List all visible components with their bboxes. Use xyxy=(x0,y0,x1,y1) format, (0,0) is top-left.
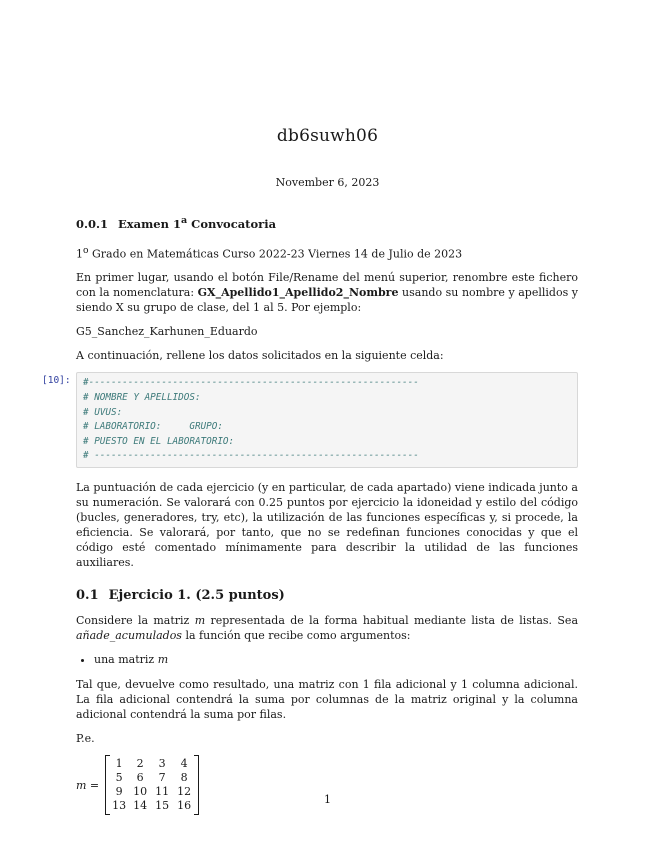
bullet-text: una matriz xyxy=(94,653,158,667)
subtitle-post: Grado en Matemáticas Curso 2022-23 Viernes 14 de Julio de 2023 xyxy=(88,247,463,261)
rename-example: G5_Sanchez_Karhunen_Eduardo xyxy=(76,325,258,339)
matrix-cell: 11 xyxy=(155,785,170,799)
document-title: db6suwh06 xyxy=(276,126,379,146)
list-item xyxy=(94,652,578,667)
intro-b: representada de la forma habitual mediante lista de listas. Sea xyxy=(205,614,579,628)
fill-in-instructions: A continuación, rellene los datos solicitados en la siguiente celda: xyxy=(76,349,444,363)
subtitle-pre: 1 xyxy=(76,247,83,261)
intro-c: la función que recibe como argumentos: xyxy=(181,629,411,643)
matrix-cell: 8 xyxy=(180,771,188,785)
result-paragraph: Tal que, devuelve como resultado, una matriz con 1 fila adicional y 1 columna adicional. La fila adicional contendrá la suma por columnas de la matriz original y la columna adicional contendrá la suma por filas. xyxy=(76,678,578,722)
intro-a: Considere la matriz xyxy=(76,614,195,628)
matrix-cell: 13 xyxy=(112,799,127,813)
argument-list xyxy=(76,652,578,667)
matrix-cell: 7 xyxy=(158,771,166,785)
section-title-post: Convocatoria xyxy=(187,216,277,231)
matrix xyxy=(105,755,199,815)
matrix-label: m = xyxy=(76,778,100,792)
code-line: # UVUS: xyxy=(83,406,123,418)
matrix-equation xyxy=(76,755,578,815)
matrix-cell: 3 xyxy=(158,757,166,771)
section-title-pre: Examen 1 xyxy=(118,216,181,231)
rename-instructions xyxy=(76,270,578,315)
document-date: November 6, 2023 xyxy=(275,176,380,189)
code-line: # PUESTO EN EL LABORATORIO: xyxy=(83,435,235,447)
exercise-number: 0.1 xyxy=(76,588,99,604)
matrix-cell: 15 xyxy=(155,799,170,813)
code-line: #----------------------------------------------------------- xyxy=(83,377,419,389)
section-heading-exam xyxy=(76,215,578,231)
code-line: # LABORATORIO: GRUPO: xyxy=(83,421,223,433)
subtitle-sup: o xyxy=(83,244,89,256)
exam-subtitle xyxy=(76,243,578,262)
exercise-title: Ejercicio 1. (2.5 puntos) xyxy=(108,588,285,604)
matrix-cell: 5 xyxy=(115,771,123,785)
rename-post: usando su nombre y apellidos y siendo X su grupo de clase, del 1 al 5. Por ejemplo: xyxy=(76,286,578,315)
code-cell-editor[interactable] xyxy=(76,372,578,468)
code-line: # NOMBRE Y APELLIDOS: xyxy=(83,392,201,404)
section-heading-exercise1 xyxy=(76,588,578,603)
intro-m: m xyxy=(194,614,206,628)
bullet-m: m xyxy=(157,653,169,667)
matrix-cell: 4 xyxy=(180,757,188,771)
matrix-cell: 12 xyxy=(177,785,192,799)
rename-format: GX_Apellido1_Apellido2_Nombre xyxy=(197,286,399,300)
code-cell-prompt: [10]: xyxy=(42,375,71,387)
matrix-cell: 16 xyxy=(177,799,192,813)
code-cell[interactable] xyxy=(42,372,578,468)
grading-paragraph: La puntuación de cada ejercicio (y en particular, de cada apartado) viene indicada junto a su numeración. Se valorará con 0.25 puntos por ejercicio la idoneidad y estilo del código (bucles, generadores, try, etc), la utilización de las funciones específicas y, si procede, la eficiencia. Se valorará, por tanto, que no se redefinan funciones conocidas y que el código esté comentado mínimamente para describir la utilidad de las funciones auxiliares. xyxy=(76,481,578,570)
matrix-cell: 9 xyxy=(115,785,123,799)
document-body xyxy=(42,215,579,815)
example-label: P.e. xyxy=(76,732,95,746)
matrix-cell: 1 xyxy=(115,757,123,771)
page-number: 1 xyxy=(324,793,331,806)
matrix-cell: 14 xyxy=(133,799,148,813)
intro-function-name: añade_acumulados xyxy=(76,629,182,643)
exercise-intro xyxy=(76,613,578,643)
code-line: # ---------------------------------------------------------- xyxy=(83,450,419,462)
matrix-cell: 2 xyxy=(136,757,144,771)
matrix-cell: 6 xyxy=(136,771,144,785)
section-number: 0.0.1 xyxy=(76,216,109,231)
rename-pre: En primer lugar, usando el botón File/Rename del menú superior, renombre este fichero con la nomenclatura: xyxy=(76,271,578,300)
matrix-cell: 10 xyxy=(133,785,148,799)
section-title-sup: a xyxy=(180,215,188,226)
